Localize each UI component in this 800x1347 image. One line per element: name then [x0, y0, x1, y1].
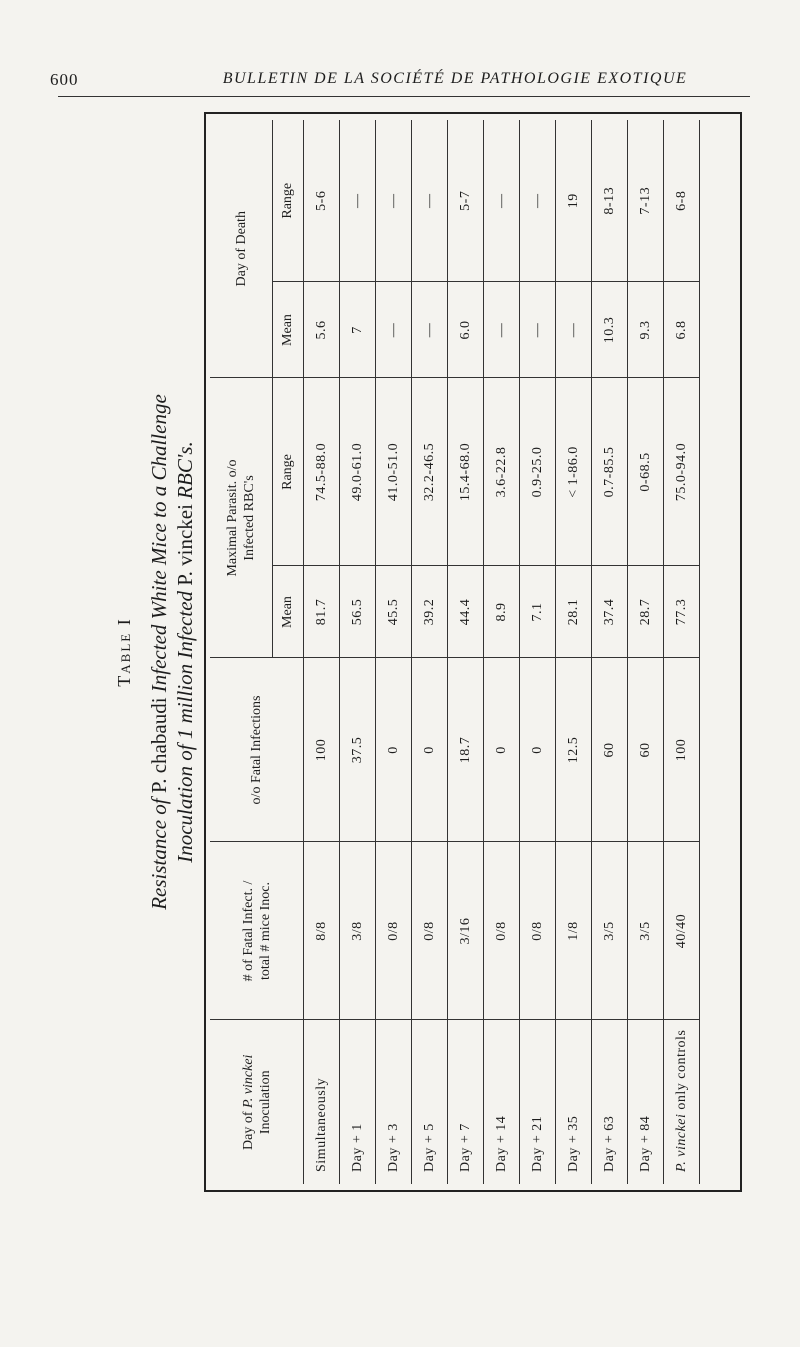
- cell-parasit-range: 3.6-22.8: [484, 378, 520, 566]
- subheader-range: Range: [273, 120, 304, 282]
- caption-line-1: [146, 172, 172, 1132]
- header-day-inoculation: [210, 1020, 304, 1184]
- cell-parasit-range: 15.4-68.0: [448, 378, 484, 566]
- cell-parasit-mean: 39.2: [412, 566, 448, 658]
- rotated-content: [108, 112, 752, 1192]
- cell-percent: 12.5: [556, 658, 592, 842]
- cell-parasit-range: 0-68.5: [628, 378, 664, 566]
- cell-ratio: 0/8: [520, 842, 556, 1020]
- header-text: Infected RBC's: [242, 475, 257, 561]
- cell-percent: 60: [592, 658, 628, 842]
- caption-text: Infected White Mice to a Challenge: [147, 394, 171, 698]
- results-table: [210, 120, 700, 1184]
- cell-day: Day + 84: [628, 1020, 664, 1184]
- cell-parasit-range: 41.0-51.0: [376, 378, 412, 566]
- header-text: total # mice Inoc.: [257, 882, 273, 980]
- caption-line-2: [172, 172, 198, 1132]
- cell-parasit-range: 32.2-46.5: [412, 378, 448, 566]
- cell-parasit-range: 74.5-88.0: [304, 378, 340, 566]
- cell-percent: 0: [376, 658, 412, 842]
- cell-death-mean: 10.3: [592, 282, 628, 378]
- header-text: Maximal Parasit. o/o: [225, 459, 240, 577]
- cell-death-mean: 5.6: [304, 282, 340, 378]
- cell-day: Day + 14: [484, 1020, 520, 1184]
- cell-percent: 0: [412, 658, 448, 842]
- cell-death-range: 7-13: [628, 120, 664, 282]
- cell-parasit-range: 75.0-94.0: [664, 378, 700, 566]
- cell-ratio: 0/8: [484, 842, 520, 1020]
- cell-percent: 0: [484, 658, 520, 842]
- subheader-mean: Mean: [273, 566, 304, 658]
- header-day-of-death: Day of Death: [233, 211, 249, 287]
- cell-percent: 100: [304, 658, 340, 842]
- cell-death-mean: —: [412, 282, 448, 378]
- cell-death-range: 19: [556, 120, 592, 282]
- cell-ratio: 40/40: [664, 842, 700, 1020]
- cell-death-mean: —: [520, 282, 556, 378]
- table-row: [520, 120, 556, 1184]
- cell-death-mean: —: [484, 282, 520, 378]
- cell-parasit-mean: 8.9: [484, 566, 520, 658]
- caption-text: Inoculation of 1 million Infected: [173, 585, 197, 863]
- cell-parasit-range: 49.0-61.0: [340, 378, 376, 566]
- table-row: [376, 120, 412, 1184]
- cell-death-range: —: [412, 120, 448, 282]
- table-row: [592, 120, 628, 1184]
- cell-death-range: 8-13: [592, 120, 628, 282]
- cell-day: Day + 5: [412, 1020, 448, 1184]
- page-number: 600: [50, 70, 79, 89]
- header-fatal-percent: o/o Fatal Infections: [210, 658, 304, 842]
- table-label: Table I: [114, 617, 134, 687]
- header-text: Day of: [240, 1107, 256, 1150]
- cell-parasit-range: < 1-86.0: [556, 378, 592, 566]
- cell-ratio: 0/8: [376, 842, 412, 1020]
- cell-day-species: P. vinckei: [673, 1113, 689, 1172]
- cell-death-range: —: [376, 120, 412, 282]
- cell-parasit-mean: 77.3: [664, 566, 700, 658]
- cell-parasit-mean: 44.4: [448, 566, 484, 658]
- cell-ratio: 3/8: [340, 842, 376, 1020]
- cell-death-range: 6-8: [664, 120, 700, 282]
- table-row: [556, 120, 592, 1184]
- cell-parasit-range: 0.7-85.5: [592, 378, 628, 566]
- table-row: [484, 120, 520, 1184]
- cell-death-mean: —: [376, 282, 412, 378]
- cell-day: Simultaneously: [304, 1020, 340, 1184]
- cell-percent: 60: [628, 658, 664, 842]
- header-max-parasitemia: [210, 378, 273, 658]
- cell-death-mean: 9.3: [628, 282, 664, 378]
- cell-parasit-range: 0.9-25.0: [520, 378, 556, 566]
- cell-ratio: 1/8: [556, 842, 592, 1020]
- cell-day: Day + 3: [376, 1020, 412, 1184]
- cell-parasit-mean: 81.7: [304, 566, 340, 658]
- cell-death-range: —: [340, 120, 376, 282]
- cell-parasit-mean: 7.1: [520, 566, 556, 658]
- rotated-table-area: [108, 112, 752, 1192]
- header-text: # of Fatal Infect. /: [240, 880, 256, 982]
- cell-day-text: only controls: [673, 1029, 689, 1114]
- cell-parasit-mean: 37.4: [592, 566, 628, 658]
- cell-day: Day + 63: [592, 1020, 628, 1184]
- cell-percent: 0: [520, 658, 556, 842]
- subheader-range: Range: [273, 378, 304, 566]
- table-row: [628, 120, 664, 1184]
- cell-percent: 18.7: [448, 658, 484, 842]
- cell-death-range: 5-6: [304, 120, 340, 282]
- cell-death-mean: 6.0: [448, 282, 484, 378]
- table-row: [340, 120, 376, 1184]
- cell-death-range: —: [520, 120, 556, 282]
- caption-text: Resistance of: [147, 793, 171, 910]
- cell-death-range: 5-7: [448, 120, 484, 282]
- cell-day: Day + 1: [340, 1020, 376, 1184]
- cell-parasit-mean: 28.7: [628, 566, 664, 658]
- cell-parasit-mean: 45.5: [376, 566, 412, 658]
- header-text: P. vinckei: [240, 1054, 256, 1108]
- header-text: Inoculation: [257, 1070, 273, 1135]
- table-row: [412, 120, 448, 1184]
- header-fatal-count: [210, 842, 304, 1020]
- cell-day: Day + 35: [556, 1020, 592, 1184]
- cell-parasit-mean: 56.5: [340, 566, 376, 658]
- cell-death-mean: —: [556, 282, 592, 378]
- table-caption: [146, 172, 198, 1132]
- caption-species: P. vinckei: [173, 504, 197, 586]
- caption-text: RBC's.: [173, 441, 197, 505]
- cell-percent: 37.5: [340, 658, 376, 842]
- cell-ratio: 8/8: [304, 842, 340, 1020]
- cell-ratio: 3/5: [592, 842, 628, 1020]
- table-row: [448, 120, 484, 1184]
- cell-ratio: 0/8: [412, 842, 448, 1020]
- cell-day: Day + 7: [448, 1020, 484, 1184]
- table-frame: [204, 112, 742, 1192]
- table-row: [304, 120, 340, 1184]
- cell-parasit-mean: 28.1: [556, 566, 592, 658]
- cell-day: [664, 1020, 700, 1184]
- cell-percent: 100: [664, 658, 700, 842]
- running-title: BULLETIN DE LA SOCIÉTÉ DE PATHOLOGIE EXOTIQUE: [222, 70, 688, 87]
- table-row: [664, 120, 700, 1184]
- cell-death-mean: 7: [340, 282, 376, 378]
- cell-death-mean: 6.8: [664, 282, 700, 378]
- subheader-mean: Mean: [273, 282, 304, 378]
- caption-species: P. chabaudi: [147, 697, 171, 794]
- cell-ratio: 3/5: [628, 842, 664, 1020]
- cell-ratio: 3/16: [448, 842, 484, 1020]
- cell-day: Day + 21: [520, 1020, 556, 1184]
- cell-death-range: —: [484, 120, 520, 282]
